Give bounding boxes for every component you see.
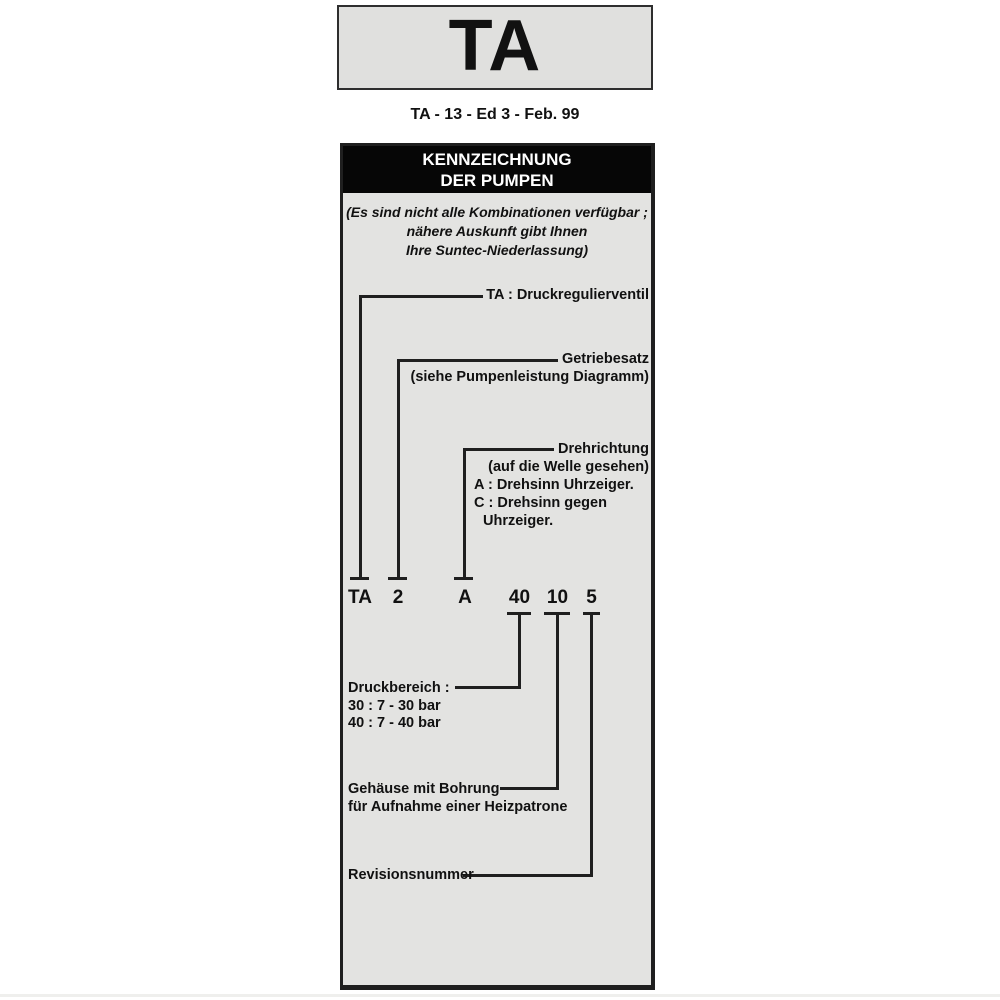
label-pressure-group [348,680,450,733]
label-rotation-c-line1: C : Drehsinn gegen [474,495,607,511]
label-revision: Revisionsnummer [348,867,474,883]
connector-revision-vertical [590,612,593,877]
panel-header-line2: DER PUMPEN [440,171,554,190]
label-housing-line1: Gehäuse mit Bohrung [348,781,500,797]
label-pressure-opt1: 30 : 7 - 30 bar [348,697,441,714]
connector-gear-vertical [397,359,400,580]
connector-gear-tick [388,577,407,580]
panel-header-line1: KENNZEICHNUNG [422,150,572,169]
label-pressure-opt2: 40 : 7 - 40 bar [348,715,441,731]
connector-housing-vertical [556,612,559,790]
connector-rotation-horizontal [463,448,554,451]
availability-note-line1: (Es sind nicht alle Kombinationen verfügbar ; [346,204,648,220]
connector-model-vertical [359,295,362,580]
product-title: TA [448,5,542,86]
code-model: TA [348,587,372,608]
page-edge-strip [0,994,1000,997]
connector-revision-horizontal [463,874,593,877]
availability-note-line2: nähere Auskunft gibt Ihnen [406,223,588,239]
panel-header [343,146,651,193]
code-revision: 5 [586,587,597,608]
code-pressure-range: 40 [508,587,531,608]
designation-panel [340,143,655,990]
product-title-box [337,5,653,90]
connector-pressure-horizontal [455,686,521,689]
connector-rotation-vertical [463,448,466,580]
label-rotation-sub: (auf die Welle gesehen) [488,459,649,475]
availability-note [343,203,651,260]
label-rotation-c-line2: Uhrzeiger. [483,513,554,529]
availability-note-line3: Ihre Suntec-Niederlassung) [405,242,589,258]
connector-gear-horizontal [398,359,558,362]
connector-model-tick [350,577,369,580]
label-model: TA : Druckregulierventil [486,287,649,303]
label-pressure-title: Druckbereich : [348,680,450,696]
code-housing: 10 [546,587,569,608]
label-rotation-a: A : Drehsinn Uhrzeiger. [474,477,634,493]
doc-reference: TA - 13 - Ed 3 - Feb. 99 [410,106,580,123]
label-housing-line2: für Aufnahme einer Heizpatrone [348,798,568,815]
code-rotation: A [458,587,472,608]
connector-pressure-vertical [518,612,521,689]
label-gear-set-sub: (siehe Pumpenleistung Diagramm) [410,369,649,385]
connector-rotation-tick [454,577,473,580]
label-gear-set: Getriebesatz [561,351,649,367]
label-rotation: Drehrichtung [557,441,649,457]
code-gear-set: 2 [392,587,404,608]
label-housing-group [348,781,567,816]
connector-model-horizontal [360,295,483,298]
